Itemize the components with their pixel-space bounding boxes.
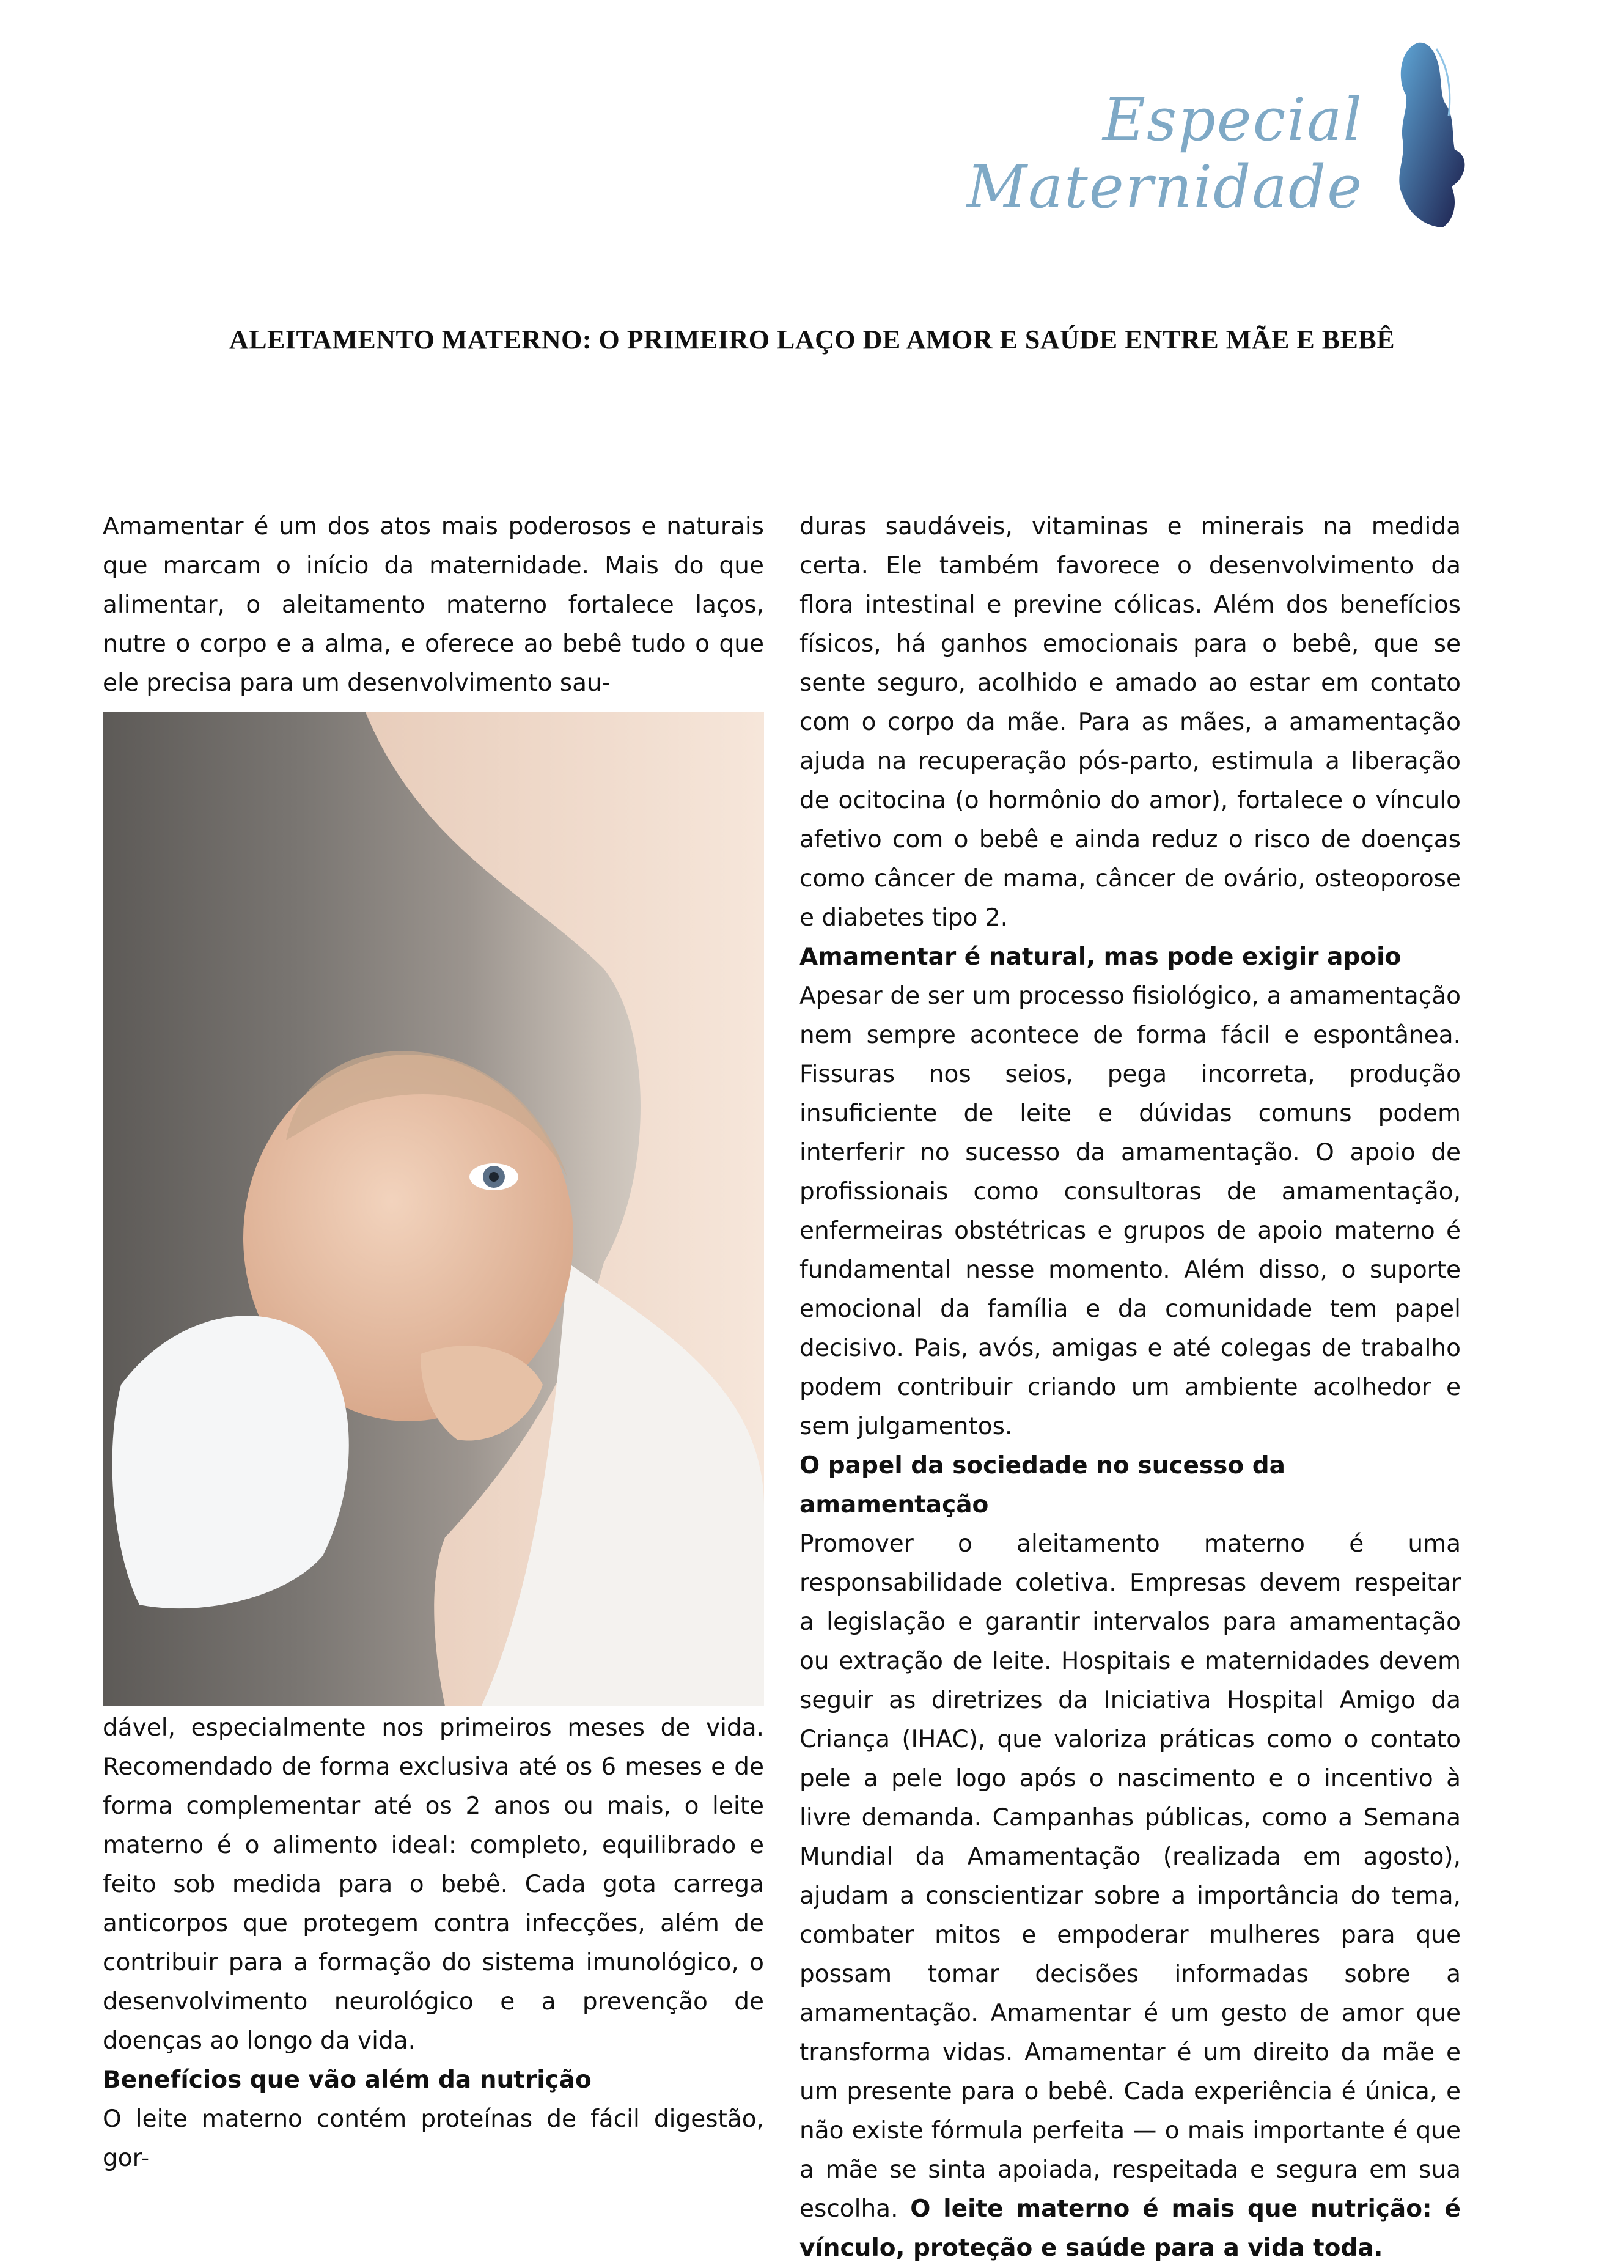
sociedade-text: Promover o aleitamento materno é uma responsabilidade coletiva. Empresas devem respeitar a legislação e garantir intervalos para amamentação ou extração de leite. Hospitais e maternidades devem seguir as diretrizes da Iniciativa Hospital Amigo da Criança (IHAC), que valoriza práticas como o contato pele a pele logo após o nascimento e o incentivo à livre demanda. Campanhas públicas, como a Semana Mundial da Amamentação (realizada em agosto), ajudam a conscientizar sobre a importância do tema, combater mitos e empoderar mulheres para que possam tomar decisões informadas sobre a amamentação. Amamentar é um gesto de amor que transforma vidas. Amamentar é um direito da mãe e um presente para o bebê. Cada experiência é única, e não existe fórmula perfeita — o mais importante é que a mãe se sinta apoiada, respeitada e segura em sua escolha.	[799, 1530, 1461, 2223]
breastfeeding-photo	[103, 712, 764, 1706]
continued-paragraph: dável, especialmente nos primeiros meses de vida. Recomendado de forma exclusiva até os 6 meses e de forma complementar até os 2 anos ou mais, o leite materno é o alimento ideal: completo, equilibrado e feito sob medida para o bebê. Cada gota carrega anticorpos que protegem contra infecções, além de contribuir para a formação do sistema imunológico, o desenvolvimento neurológico e a prevenção de doenças ao longo da vida.	[103, 1714, 764, 2055]
left-column-intro	[103, 507, 764, 703]
sociedade-paragraph	[799, 1525, 1461, 2268]
beneficios-paragraph-end: duras saudáveis, vitaminas e minerais na medida certa. Ele também favorece o desenvolvimento da flora intestinal e previne cólicas. Além dos benefícios físicos, há ganhos emocionais para o bebê, que se sente seguro, acolhido e amado ao estar em contato com o corpo da mãe. Para as mães, a amamentação ajuda na recuperação pós-parto, estimula a liberação de ocitocina (o hormônio do amor), fortalece o vínculo afetivo com o bebê e ainda reduz o risco de doenças como câncer de mama, câncer de ovário, osteoporose e diabetes tipo 2.	[799, 513, 1461, 932]
closing-statement: O leite materno é mais que nutrição: é vínculo, proteção e saúde para a vida toda.	[799, 2195, 1461, 2262]
beneficios-paragraph-start: O leite materno contém proteínas de fácil digestão, gor-	[103, 2105, 764, 2172]
intro-paragraph: Amamentar é um dos atos mais poderosos e naturais que marcam o início da maternidade. Mais do que alimentar, o aleitamento materno fortalece laços, nutre o corpo e a alma, e oferece ao bebê tudo o que ele precisa para um desenvolvimento sau-	[103, 513, 764, 697]
heading-sociedade: O papel da sociedade no sucesso da amamentação	[799, 1452, 1285, 1519]
right-column	[799, 507, 1461, 2268]
especial-maternidade-logo	[966, 37, 1504, 238]
apoio-paragraph: Apesar de ser um processo fisiológico, a amamentação nem sempre acontece de forma fácil e espontânea. Fissuras nos seios, pega incorreta, produção insuficiente de leite e dúvidas comuns podem interferir no sucesso da amamentação. O apoio de profissionais como consultoras de amamentação, enfermeiras obstétricas e grupos de apoio materno é fundamental nesse momento. Além disso, o suporte emocional da família e da comunidade tem papel decisivo. Pais, avós, amigas e até colegas de trabalho podem contribuir criando um ambiente acolhedor e sem julgamentos.	[799, 982, 1461, 1440]
logo-line-2: Maternidade	[966, 153, 1363, 221]
heading-beneficios: Benefícios que vão além da nutrição	[103, 2066, 592, 2094]
left-column-continued	[103, 1709, 764, 2178]
pregnant-woman-silhouette-icon	[1375, 37, 1479, 232]
heading-apoio: Amamentar é natural, mas pode exigir apoio	[799, 943, 1402, 971]
logo-line-1: Especial	[1102, 86, 1363, 154]
breastfeeding-illustration	[103, 712, 764, 1706]
article-title: ALEITAMENTO MATERNO: O PRIMEIRO LAÇO DE AMOR E SAÚDE ENTRE MÃE E BEBÊ	[229, 325, 1395, 355]
